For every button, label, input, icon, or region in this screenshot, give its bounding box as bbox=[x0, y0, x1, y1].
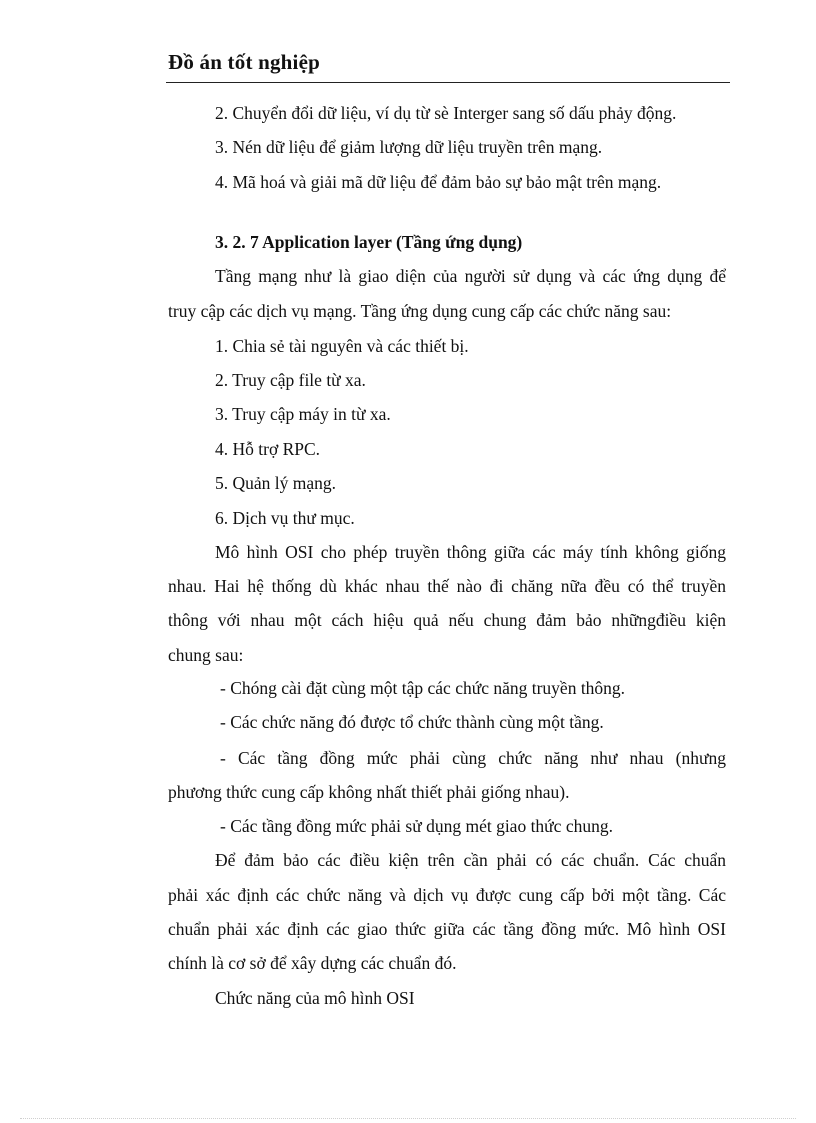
condition-item: - Các tầng đồng mức phải sử dụng mét giao thức chung. bbox=[220, 816, 613, 836]
paragraph-line: chung sau: bbox=[168, 645, 244, 665]
list-item: 2. Chuyển đổi dữ liệu, ví dụ từ sè Interger sang số dấu phảy động. bbox=[215, 103, 677, 123]
header-divider bbox=[166, 82, 730, 83]
page-header-title: Đồ án tốt nghiệp bbox=[168, 50, 320, 74]
paragraph-line: Để đảm bảo các điều kiện trên cần phải có các chuẩn. Các chuẩn bbox=[215, 850, 726, 870]
list-item: 3. Truy cập máy in từ xa. bbox=[215, 404, 391, 424]
section-heading: 3. 2. 7 Application layer (Tầng ứng dụng) bbox=[215, 232, 523, 252]
list-item: 4. Mã hoá và giải mã dữ liệu để đảm bảo sự bảo mật trên mạng. bbox=[215, 172, 662, 192]
list-item: 6. Dịch vụ thư mục. bbox=[215, 508, 355, 528]
list-item: 4. Hỗ trợ RPC. bbox=[215, 439, 321, 459]
condition-item: phương thức cung cấp không nhất thiết phải giống nhau). bbox=[168, 782, 570, 802]
paragraph-line: Mô hình OSI cho phép truyền thông giữa các máy tính không giống bbox=[215, 542, 726, 562]
paragraph-line: phải xác định các chức năng và dịch vụ được cung cấp bởi một tầng. Các bbox=[168, 885, 726, 905]
paragraph-line: chính là cơ sở để xây dựng các chuẩn đó. bbox=[168, 953, 457, 973]
paragraph-line: nhau. Hai hệ thống dù khác nhau thế nào đi chăng nữa đều có thể truyền bbox=[168, 576, 726, 596]
list-item: 5. Quản lý mạng. bbox=[215, 473, 337, 493]
paragraph-line: Tầng mạng như là giao diện của người sử dụng và các ứng dụng để bbox=[215, 266, 726, 286]
condition-item: - Các chức năng đó được tổ chức thành cùng một tầng. bbox=[220, 712, 604, 732]
paragraph-line: thông với nhau một cách hiệu quả nếu chung đảm bảo nhữngđiều kiện bbox=[168, 610, 726, 630]
paragraph-line: truy cập các dịch vụ mạng. Tầng ứng dụng cung cấp các chức năng sau: bbox=[168, 301, 672, 321]
condition-item: - Chóng cài đặt cùng một tập các chức năng truyền thông. bbox=[220, 678, 626, 698]
list-item: 1. Chia sẻ tài nguyên và các thiết bị. bbox=[215, 336, 469, 356]
list-item: 3. Nén dữ liệu để giảm lượng dữ liệu truyền trên mạng. bbox=[215, 137, 603, 157]
paragraph-line: chuẩn phải xác định các giao thức giữa các tầng đồng mức. Mô hình OSI bbox=[168, 919, 726, 939]
closing-line: Chức năng của mô hình OSI bbox=[215, 988, 415, 1008]
page-bottom-divider bbox=[20, 1118, 796, 1119]
list-item: 2. Truy cập file từ xa. bbox=[215, 370, 366, 390]
condition-item: - Các tầng đồng mức phải cùng chức năng như nhau (nhưng bbox=[220, 748, 726, 768]
